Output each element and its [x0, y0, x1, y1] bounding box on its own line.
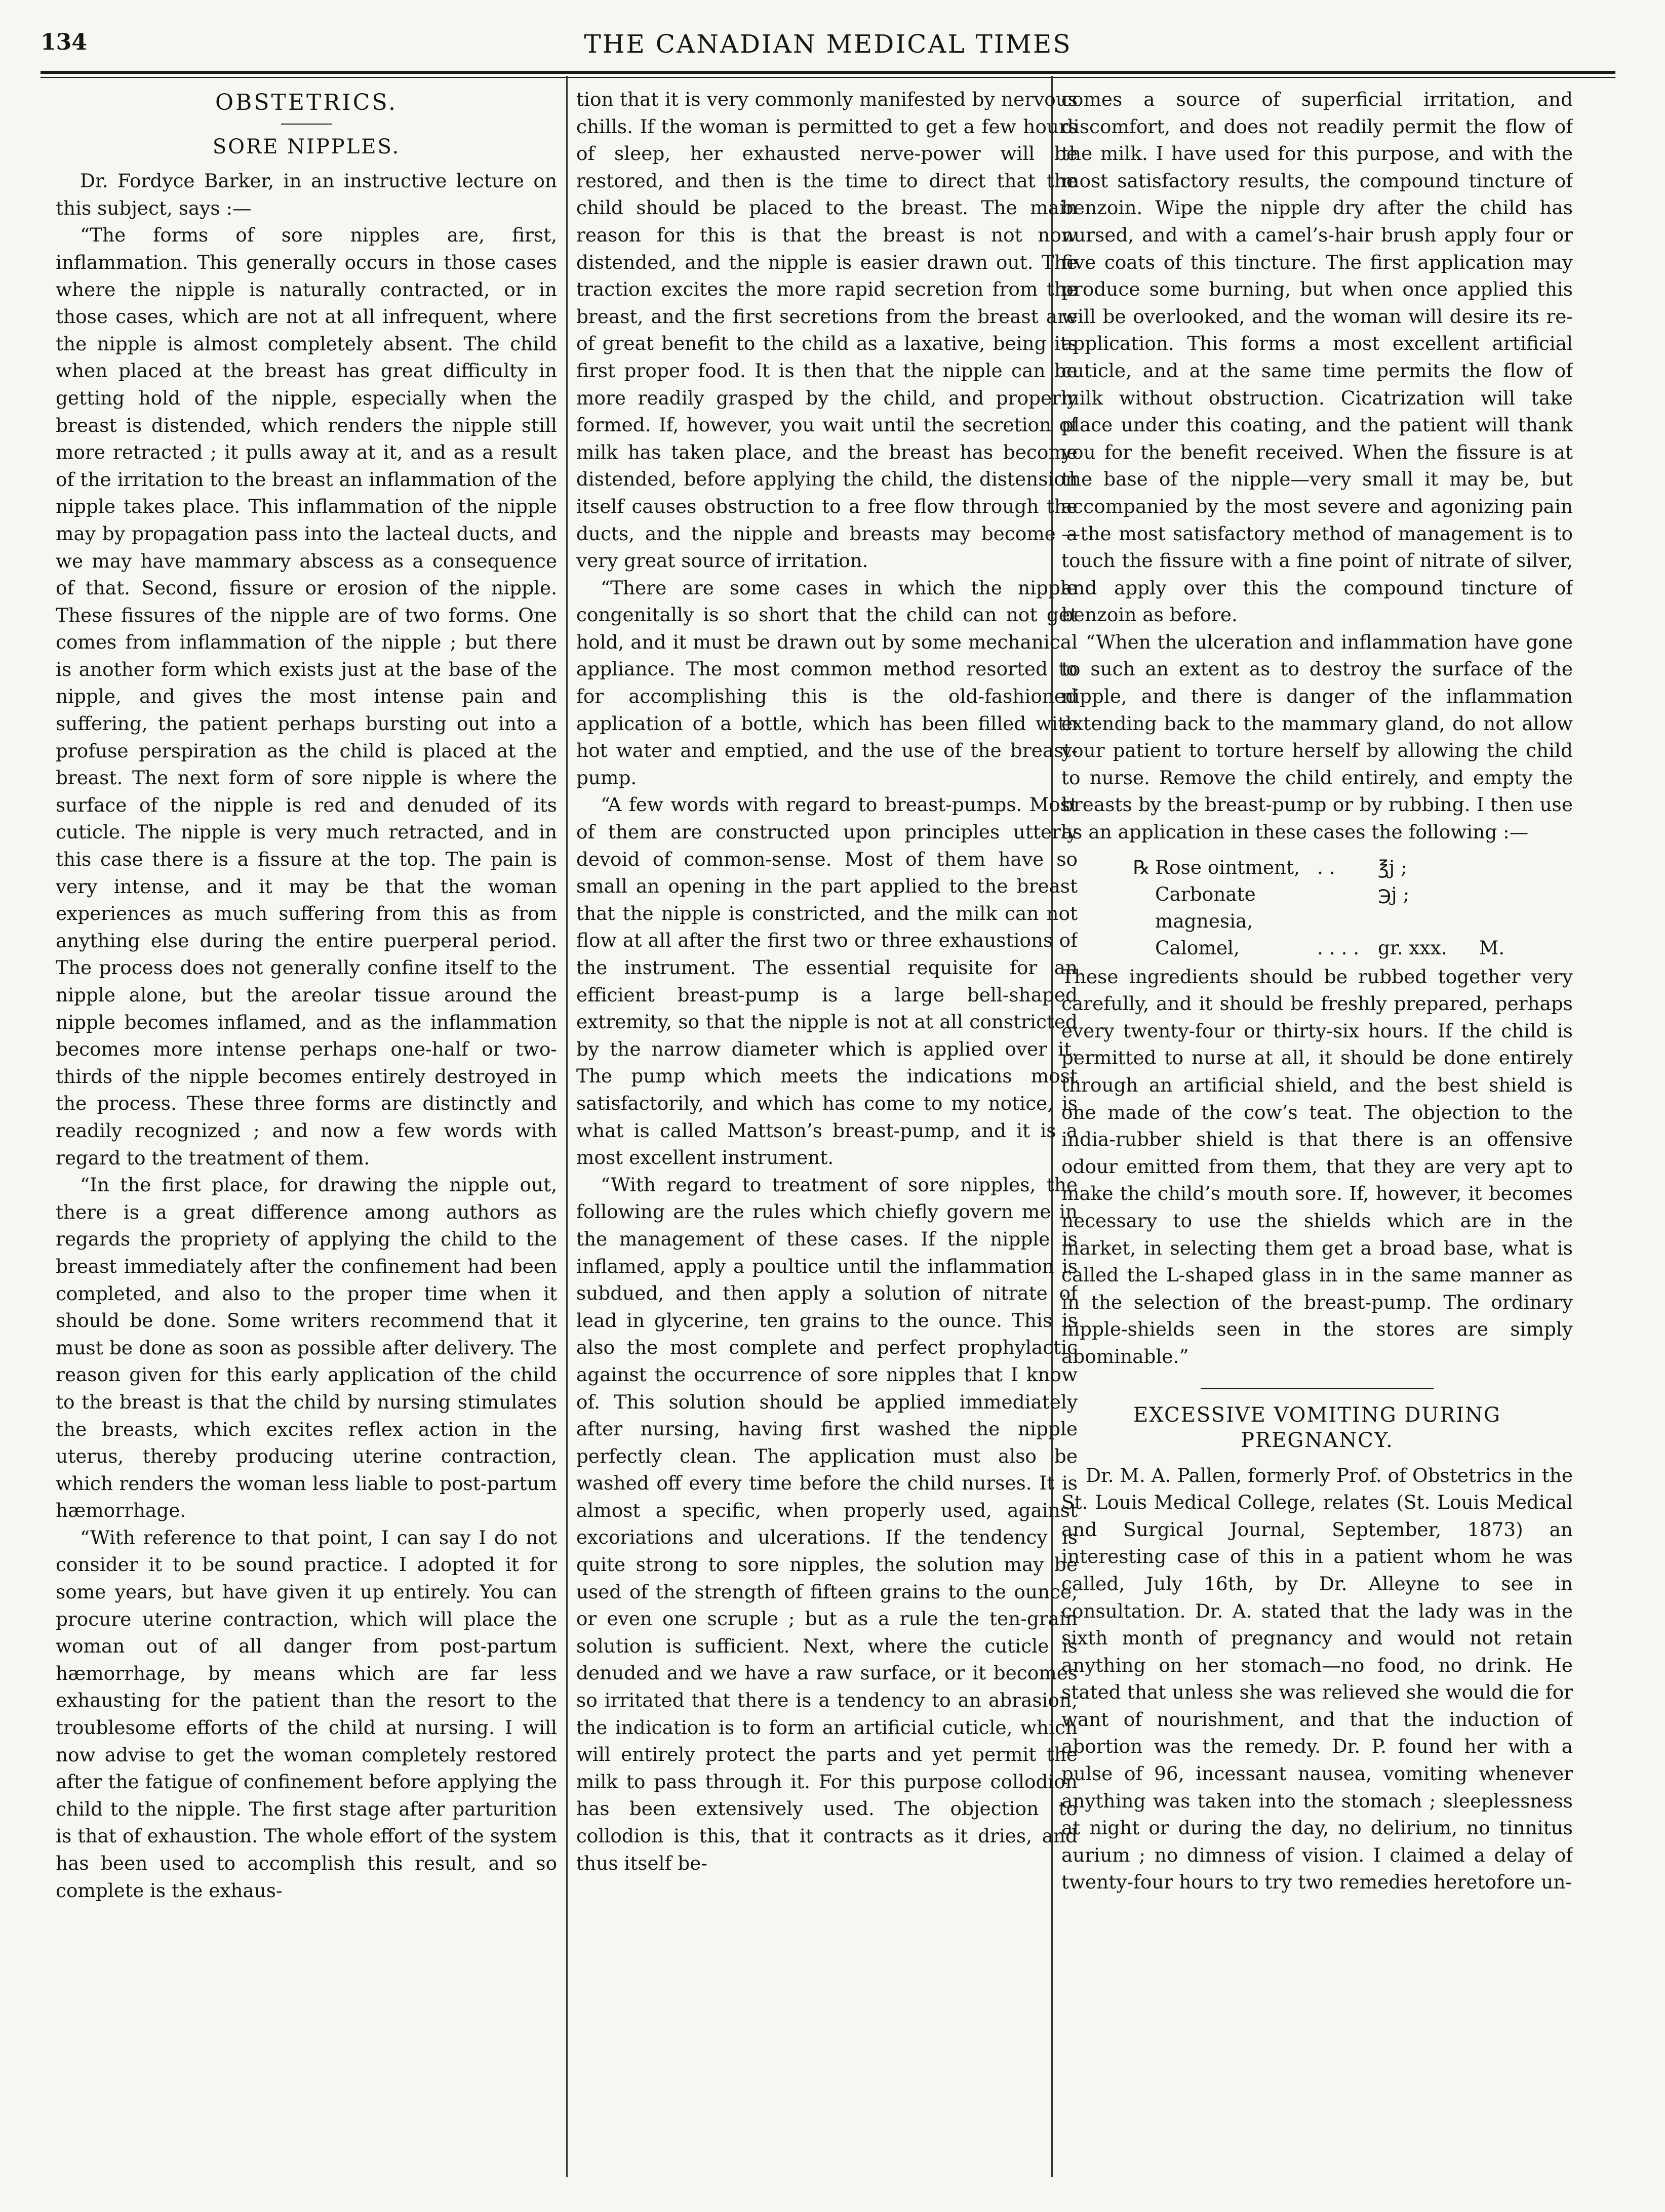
- mix-mark: M.: [1479, 936, 1505, 959]
- header-rule: [41, 71, 1615, 78]
- journal-title: THE CANADIAN MEDICAL TIMES: [584, 29, 1072, 59]
- ingredient-name: Carbonate magnesia,: [1155, 882, 1256, 932]
- article-separator-rule: [1201, 1388, 1434, 1389]
- column-2: [576, 86, 1078, 2177]
- paragraph: “In the first place, for drawing the nipple out, there is a great difference among authors as regards the propriety of applying the child to the breast immediately after the confinement had been completed, and also to the proper time when it should be done. Some writers recommend that it must be done as soon as possible after delivery. The reason given for this early application of the child to the breast is that the child by nursing stimulates the breasts, which excites reflex action in the uterus, thereby producing uterine contraction, which renders the woman less liable to post-partum hæmorrhage.: [56, 1174, 557, 1522]
- article-title-excessive-vomiting: EXCESSIVE VOMITING DURING PREGNANCY.: [1133, 1403, 1501, 1452]
- paragraph: These ingredients should be rubbed together very carefully, and it should be freshly prepared, perhaps every twenty-four or thirty-six hours. If the child is permitted to nurse at all, it should be done entirely through an artificial shield, and the best shield is one made of the cow’s teat. The objection to the india-rubber shield is that there is an offensive odour emitted from them, that they are very apt to make the child’s mouth sore. If, however, it becomes necessary to use the shields which are in the market, in selecting them get a broad base, what is called the L-shaped glass in in the same manner as in the selection of the breast-pump. The ordinary nipple-shields seen in the stores are simply abominable.”: [1061, 965, 1573, 1368]
- column-1: [56, 86, 557, 2177]
- paragraph: Dr. M. A. Pallen, formerly Prof. of Obstetrics in the St. Louis Medical College, relates (St. Louis Medical and Surgical Journal, September, 1873) an interesting case of this in a patient whom he was called, July 16th, by Dr. Alleyne to see in consultation. Dr. A. stated that the lady was in the sixth month of pregnancy and would not retain anything on her stomach—no food, no drink. He stated that unless she was relieved she would die for want of nourishment, and that the induction of abortion was the remedy. Dr. P. found her with a pulse of 96, incessant nausea, vomiting whenever anything was taken into the stomach ; sleeplessness at night or during the day, no delirium, no tinnitus aurium ; no dimness of vision. I claimed a delay of twenty-four hours to try two remedies heretofore un-: [1061, 1464, 1573, 1894]
- paragraph: “With reference to that point, I can say I do not consider it to be sound practice. I adopted it for some years, but have given it up entirely. You can procure uterine contraction, which will place the woman out of all danger from post-partum hæmorrhage, by means which are far less exhausting for the patient than the resort to the troublesome efforts of the child at nursing. I will now advise to get the woman completely restored after the fatigue of confinement before applying the child to the nipple. The first stage after parturition is that of exhaustion. The whole effort of the system has been used to accomplish this result, and so complete is the exhaus-: [56, 1526, 557, 1902]
- section-rule: [281, 124, 332, 125]
- paragraph: “There are some cases in which the nipple congenitally is so short that the child can not get hold, and it must be drawn out by some mechanical appliance. The most common method resorted to for accomplishing this is the old-fashioned application of a bottle, which has been filled with hot water and emptied, and the use of the breast-pump.: [576, 576, 1078, 789]
- leader-dots: . .: [1317, 856, 1335, 878]
- paragraph: “A few words with regard to breast-pumps. Most of them are constructed upon principles utterly devoid of common-sense. Most of them have so small an opening in the part applied to the breast that the nipple is constricted, and the milk can not flow at all after the first two or three exhaustions of the instrument. The essential requisite for an efficient breast-pump is a large bell-shaped extremity, so that the nipple is not at all constricted by the narrow diameter which is applied over it. The pump which meets the indications most satisfactorily, and which has come to my notice, is what is called Mattson’s breast-pump, and it is a most excellent instrument.: [576, 793, 1078, 1169]
- paragraph: “The forms of sore nipples are, first, inflammation. This generally occurs in those cases where the nipple is naturally contracted, or in those cases, which are not at all infrequent, where the nipple is almost completely absent. The child when placed at the breast has great difficulty in getting hold of the nipple, especially when the breast is distended, which renders the nipple still more retracted ; it pulls away at it, and as a result of the irritation to the breast an inflammation of the nipple takes place. This inflammation of the nipple may by propagation pass into the lacteal ducts, and we may have mammary abscess as a consequence of that. Second, fissure or erosion of the nipple. These fissures of the nipple are of two forms. One comes from inflammation of the nipple ; but there is another form which exists just at the base of the nipple, and gives the most intense pain and suffering, the patient perhaps bursting out into a profuse perspiration as the child is placed at the breast. The next form of sore nipple is where the surface of the nipple is red and denuded of its cuticle. The nipple is very much retracted, and in this case there is a fissure at the top. The pain is very intense, and it may be that the woman experiences as much suffering from this as from anything else during the entire puerperal period. The process does not generally confine itself to the nipple alone, but the areolar tissue around the nipple becomes inflamed, and as the inflammation becomes more intense perhaps one-half or two-thirds of the nipple becomes entirely destroyed in the process. These three forms are distinctly and readily recognized ; and now a few words with regard to the treatment of them.: [56, 224, 557, 1169]
- leader-dots: . . . .: [1317, 936, 1360, 959]
- prescription: [1061, 854, 1573, 961]
- ingredient-name: Rose ointment,: [1155, 856, 1300, 878]
- ingredient-dose: ℥j ;: [1378, 856, 1407, 878]
- prescription-line: [1061, 881, 1573, 935]
- paragraph: comes a source of superficial irritation, and discomfort, and does not readily permit the flow of the milk. I have used for this purpose, and with the most satisfactory results, the compound tincture of benzoin. Wipe the nipple dry after the child has nursed, and with a camel’s-hair brush apply four or five coats of this tincture. The first application may produce some burning, but when once applied this will be overlooked, and the woman will desire its re-application. This forms a most excellent artificial cuticle, and at the same time permits the flow of milk without obstruction. Cicatrization will take place under this coating, and the patient will thank you for the benefit received. When the fissure is at the base of the nipple—very small it may be, but accompanied by the most severe and agonizing pain —the most satisfactory method of management is to touch the fissure with a fine point of nitrate of silver, and apply over this the compound tincture of benzoin as before.: [1061, 88, 1573, 626]
- section-title: OBSTETRICS.: [215, 90, 398, 115]
- ingredient-name: Calomel,: [1155, 936, 1240, 959]
- page-number: 134: [41, 29, 87, 55]
- article-title-sore-nipples: SORE NIPPLES.: [212, 135, 401, 158]
- paragraph: “When the ulceration and inflammation have gone to such an extent as to destroy the surface of the nipple, and there is danger of the inflammation extending back to the mammary gland, do not allow your patient to torture herself by allowing the child to nurse. Remove the child entirely, and empty the breasts by the breast-pump or by rubbing. I then use as an application in these cases the following :—: [1061, 630, 1573, 843]
- recipe-symbol: ℞: [1133, 856, 1150, 878]
- ingredient-dose: gr. xxx.: [1378, 936, 1447, 959]
- prescription-line: [1061, 935, 1573, 961]
- column-3: [1061, 86, 1573, 2177]
- prescription-line: [1061, 854, 1573, 881]
- paragraph: “With regard to treatment of sore nipples, the following are the rules which chiefly govern me in the management of these cases. If the nipple is inflamed, apply a poultice until the inflammation is subdued, and then apply a solution of nitrate of lead in glycerine, ten grains to the ounce. This is also the most complete and perfect prophylactic against the occurrence of sore nipples that I know of. This solution should be applied immediately after nursing, having first washed the nipple perfectly clean. The application must also be washed off every time before the child nurses. It is almost a specific, when properly used, against excoriations and ulcerations. If the tendency is quite strong to sore nipples, the solution may be used of the strength of fifteen grains to the ounce, or even one scruple ; but as a rule the ten-grain solution is sufficient. Next, where the cuticle is denuded and we have a raw surface, or it becomes so irritated that there is a tendency to an abrasion, the indication is to form an artificial cuticle, which will entirely protect the parts and yet permit the milk to pass through it. For this purpose collodion has been extensively used. The objection to collodion is this, that it contracts as it dries, and thus itself be-: [576, 1173, 1078, 1874]
- paragraph: Dr. Fordyce Barker, in an instructive lecture on this subject, says :—: [56, 170, 557, 219]
- column-divider-1: [566, 76, 568, 2177]
- ingredient-dose: ℈j ;: [1378, 882, 1410, 905]
- paragraph: tion that it is very commonly manifested by nervous chills. If the woman is permitted to get a few hours of sleep, her exhausted nerve-power will be restored, and then is the time to direct that the child should be placed to the breast. The main reason for this is that the breast is not now distended, and the nipple is easier drawn out. The traction excites the more rapid secretion from the breast, and the first secretions from the breast are of great benefit to the child as a laxative, being its first proper food. It is then that the nipple can be more readily grasped by the child, and properly formed. If, however, you wait until the secretion of milk has taken place, and the breast has become distended, before applying the child, the distension itself causes obstruction to a free flow through the ducts, and the nipple and breasts may become a very great source of irritation.: [576, 88, 1078, 572]
- running-head: [41, 29, 1615, 70]
